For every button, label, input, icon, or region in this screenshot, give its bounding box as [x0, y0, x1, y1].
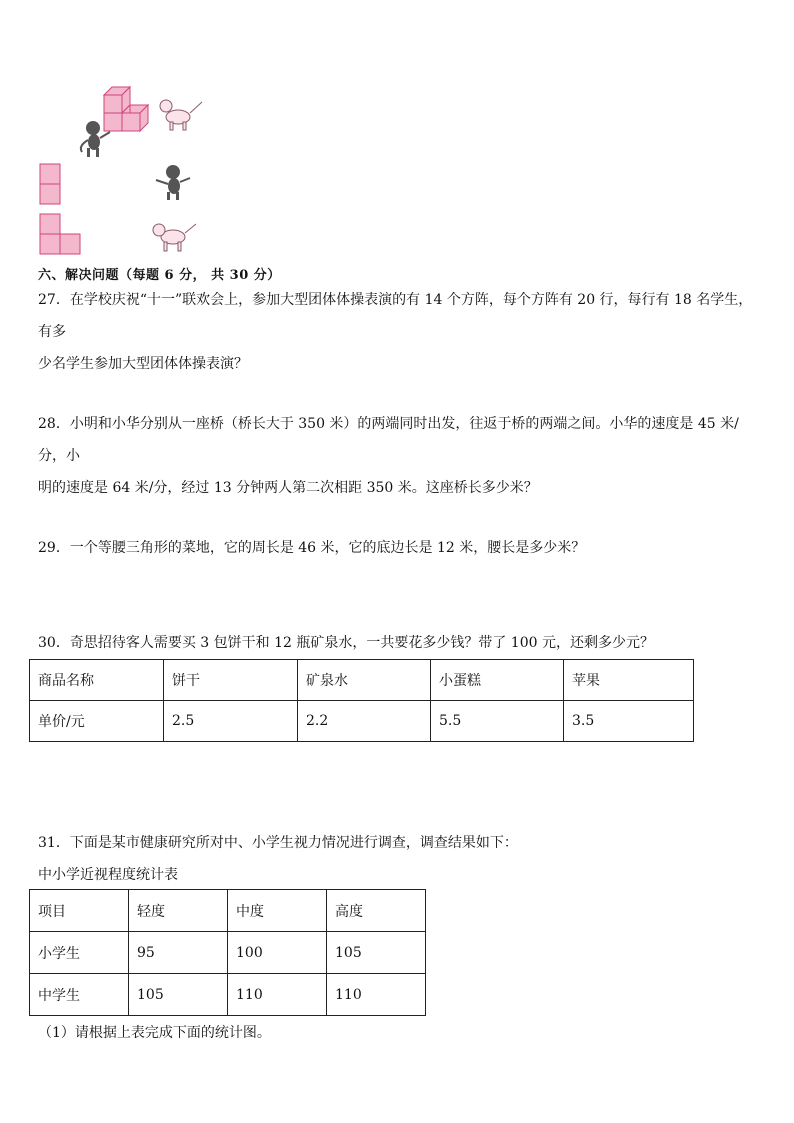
question-30-line1: 30．奇思招待客人需要买 3 包饼干和 12 瓶矿泉水，一共要花多少钱？带了 100 元，还剩多少元？: [38, 635, 654, 651]
question-28-line2: 明的速度是 64 米/分，经过 13 分钟两人第二次相距 350 米。这座桥长多少米？: [38, 480, 538, 496]
question-30: [38, 627, 760, 659]
section-heading: 六、解决问题（每题 6 分， 共 30 分）: [38, 268, 281, 283]
table-cell: 饼干: [164, 660, 298, 701]
question-31: [38, 827, 760, 859]
table-cell: 中学生: [30, 974, 129, 1016]
table-cell: 100: [228, 932, 327, 974]
question-28: [38, 408, 760, 504]
sub-question-1: （1）请根据上表完成下面的统计图。: [38, 1025, 271, 1041]
table-cell: 110: [228, 974, 327, 1016]
table-title: 中小学近视程度统计表: [38, 867, 178, 883]
question-27-line1: 27．在学校庆祝“十一”联欢会上，参加大型团体体操表演的有 14 个方阵，每个方阵有 20 行，每行有 18 名学生，有多: [38, 292, 753, 340]
table-cell: 项目: [30, 890, 129, 932]
table-row: [30, 974, 426, 1016]
view-two-squares: [40, 164, 60, 204]
table-cell: 苹果: [564, 660, 694, 701]
table-cell: 小蛋糕: [431, 660, 564, 701]
table-cell: 2.5: [164, 701, 298, 742]
price-table: [29, 659, 694, 742]
question-27-line2: 少名学生参加大型团体体操表演？: [38, 356, 248, 372]
dog-icon: [153, 224, 196, 251]
table-cell: 2.2: [298, 701, 431, 742]
question-31-line1: 31．下面是某市健康研究所对中、小学生视力情况进行调查，调查结果如下：: [38, 835, 518, 851]
question-29: [38, 532, 760, 564]
question-29-line1: 29．一个等腰三角形的菜地，它的周长是 46 米，它的底边长是 12 米，腰长是多少米？: [38, 540, 586, 556]
cube-views-illustration: [30, 80, 220, 260]
view-l-shape: [40, 214, 80, 254]
table-cell: 105: [129, 974, 228, 1016]
cube-stack-figure: [104, 87, 148, 131]
table-cell: 105: [327, 932, 426, 974]
myopia-table: [29, 889, 426, 1016]
dog-icon: [160, 100, 202, 130]
table-cell: 中度: [228, 890, 327, 932]
table-cell: 5.5: [431, 701, 564, 742]
table-row: [30, 701, 694, 742]
table-cell: 单价/元: [30, 701, 164, 742]
monkey-icon: [156, 165, 190, 200]
table-cell: 3.5: [564, 701, 694, 742]
table-row: [30, 932, 426, 974]
table-cell: 矿泉水: [298, 660, 431, 701]
table-cell: 110: [327, 974, 426, 1016]
table-row: [30, 660, 694, 701]
table-cell: 小学生: [30, 932, 129, 974]
table-row: [30, 890, 426, 932]
table-cell: 商品名称: [30, 660, 164, 701]
table-cell: 轻度: [129, 890, 228, 932]
table-cell: 95: [129, 932, 228, 974]
table-cell: 高度: [327, 890, 426, 932]
question-28-line1: 28．小明和小华分别从一座桥（桥长大于 350 米）的两端同时出发，往返于桥的两端之间。小华的速度是 45 米/分，小: [38, 416, 739, 464]
question-27: [38, 284, 760, 380]
